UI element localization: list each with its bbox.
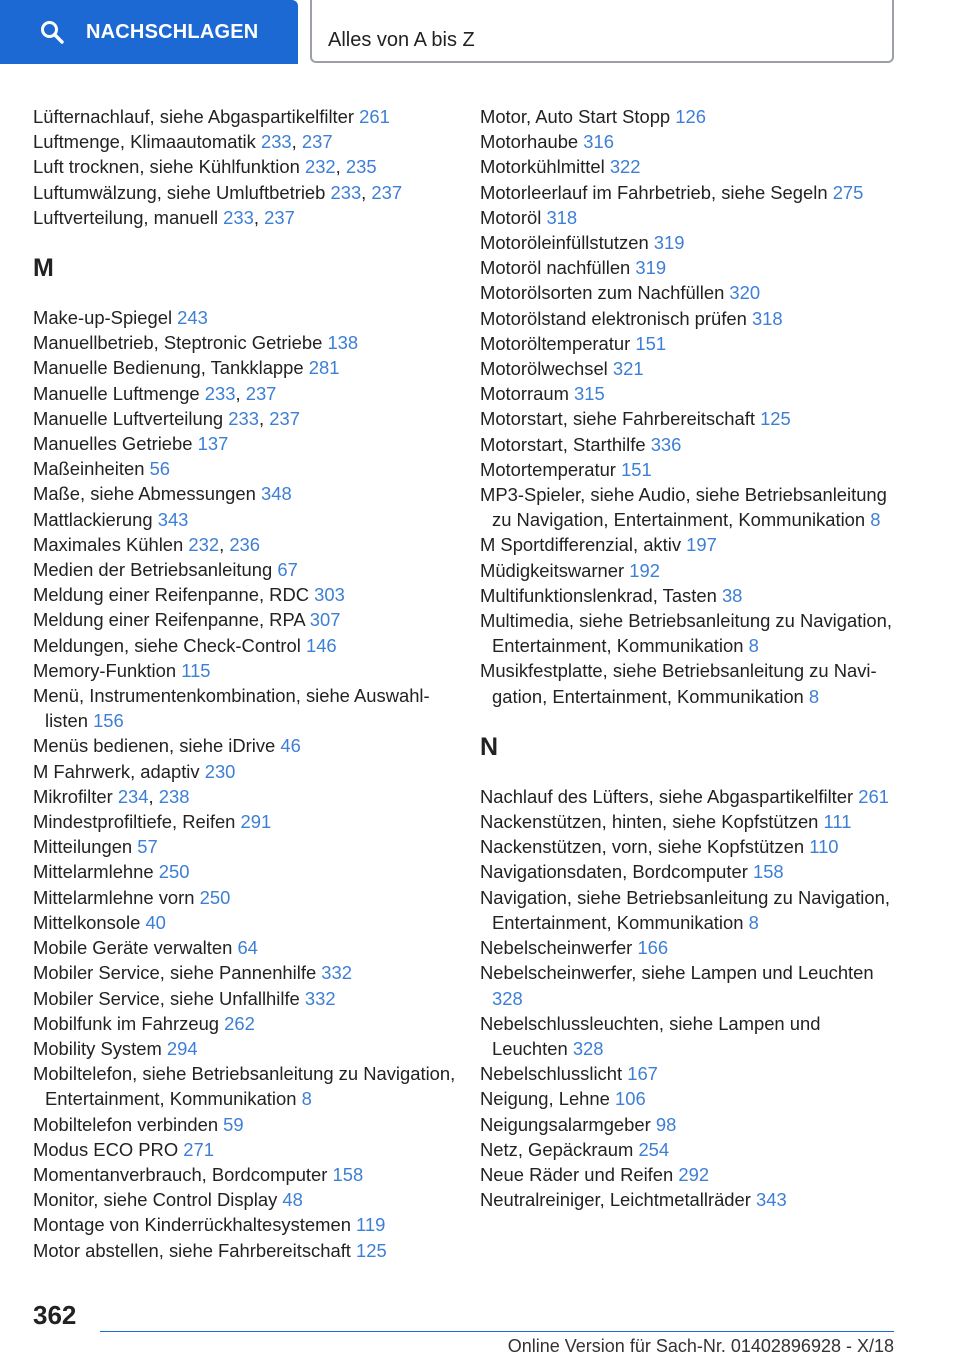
index-entry — [33, 1212, 465, 1237]
index-entry-text: Maßeinheiten — [33, 458, 145, 480]
index-entry-text: Mittelarmlehne vorn — [33, 886, 195, 908]
index-entry — [33, 582, 465, 607]
page-link[interactable]: 48 — [282, 1189, 303, 1211]
index-entry — [480, 1112, 900, 1137]
page-link[interactable]: 318 — [751, 307, 783, 329]
index-entry-text: Motoröl nachfüllen — [480, 257, 631, 279]
index-entry — [480, 809, 900, 834]
index-entry — [480, 960, 900, 1010]
page-separator: , — [235, 382, 241, 404]
index-entry — [480, 457, 900, 482]
index-entry — [480, 834, 900, 859]
index-entry-text: Nebelschlusslicht — [480, 1063, 623, 1085]
page-link[interactable]: 271 — [183, 1138, 214, 1160]
index-entry — [33, 104, 465, 129]
index-entry-text: Nachlauf des Lüfters, siehe Abgaspartikelfilter — [480, 785, 854, 807]
index-entry-text: Motorraum — [480, 383, 569, 405]
index-entry — [480, 1187, 900, 1212]
index-entry — [33, 406, 465, 431]
index-entry-text: Motorölstand elektronisch prüfen — [480, 307, 747, 329]
page-link[interactable]: 243 — [177, 307, 208, 329]
page-link[interactable]: 319 — [653, 232, 685, 254]
index-entry-text: Motorhaube — [480, 131, 579, 153]
page-link[interactable]: 261 — [359, 106, 390, 127]
index-entry — [33, 431, 465, 456]
index-entry — [33, 557, 465, 582]
index-entry-text: Maße, siehe Abmessungen — [33, 483, 256, 505]
page-link[interactable]: 233 — [260, 131, 292, 153]
page-link[interactable]: 197 — [686, 534, 717, 556]
index-entry-text: Modus ECO PRO — [33, 1138, 179, 1160]
page-link[interactable]: 307 — [309, 609, 341, 631]
page-link[interactable]: 111 — [823, 811, 852, 833]
page-link[interactable]: 125 — [760, 408, 791, 430]
index-entry-text: Monitor, siehe Control Display — [33, 1189, 278, 1211]
index-entry — [33, 885, 465, 910]
index-entry-text: Mobility System — [33, 1037, 162, 1059]
page-link[interactable]: 332 — [304, 987, 336, 1009]
index-entry — [480, 608, 900, 658]
index-entry-text: Mattlackierung — [33, 508, 153, 530]
index-entry — [480, 885, 900, 935]
index-entry — [480, 935, 900, 960]
index-entry-text: Mobiler Service, siehe Pannenhilfe — [33, 962, 317, 984]
index-entry — [480, 482, 900, 532]
page-link[interactable]: 98 — [655, 1113, 677, 1135]
index-entry — [33, 1162, 465, 1187]
page-link[interactable]: 237 — [371, 181, 403, 203]
page-link[interactable]: 319 — [635, 257, 667, 279]
index-entry — [480, 306, 900, 331]
index-entry-text: Medien der Betriebsanleitung — [33, 559, 273, 581]
index-entry — [33, 154, 465, 179]
page-link[interactable]: 8 — [301, 1088, 312, 1110]
index-entry — [33, 1061, 465, 1111]
index-entry — [33, 1238, 465, 1263]
index-entry-text: Mobiler Service, siehe Unfallhilfe — [33, 987, 300, 1009]
index-entry — [33, 456, 465, 481]
page-link[interactable]: 158 — [332, 1163, 364, 1185]
index-entry — [480, 129, 900, 154]
index-entry — [33, 986, 465, 1011]
index-entry-text: Motoröl — [480, 206, 542, 228]
page-link[interactable]: 46 — [280, 735, 301, 757]
page-link[interactable]: 328 — [492, 987, 523, 1009]
index-entry-text: Motorölsorten zum Nachfüllen — [480, 282, 725, 304]
page-link[interactable]: 8 — [870, 509, 881, 531]
page-link[interactable]: 119 — [356, 1214, 386, 1236]
page-link[interactable]: 318 — [546, 206, 578, 228]
page-link[interactable]: 275 — [832, 181, 864, 203]
index-entry — [33, 935, 465, 960]
page-link[interactable]: 151 — [621, 458, 652, 480]
page-link[interactable]: 250 — [158, 861, 190, 883]
index-column-left — [33, 104, 465, 1263]
footer-divider — [100, 1331, 894, 1332]
index-entry — [480, 583, 900, 608]
index-entry-text: Manuelle Luftverteilung — [33, 407, 224, 429]
index-entry — [480, 230, 900, 255]
page-link[interactable]: 250 — [199, 886, 231, 908]
index-entry-text: Multimedia, siehe Betriebsanleitung zu Navigation, Entertainment, Kommunikation — [480, 610, 892, 657]
index-letter-heading: M — [33, 254, 54, 283]
index-entry-text: Momentanverbrauch, Bordcomputer — [33, 1163, 328, 1185]
online-version-text: Online Version für Sach-Nr. 01402896928 - X/18 — [507, 1336, 894, 1356]
index-entry-text: Navigation, siehe Betriebsanleitung zu Navigation, Entertainment, Kommunikation — [480, 886, 890, 933]
page-link[interactable]: 8 — [748, 911, 759, 933]
page-link[interactable]: 343 — [756, 1189, 787, 1211]
index-entry-text: Montage von Kinderrückhaltesystemen — [33, 1214, 351, 1236]
page-link[interactable]: 146 — [305, 634, 337, 656]
index-entry-text: Neigungsalarmgeber — [480, 1113, 651, 1135]
nachschlagen-label: NACHSCHLAGEN — [86, 20, 259, 43]
index-entry-text: Meldung einer Reifenpanne, RPA — [33, 609, 305, 631]
page-link[interactable]: 151 — [635, 332, 667, 354]
index-entry-text: Manuellbetrieb, Steptronic Getriebe — [33, 332, 323, 354]
index-entry-text: Neutralreiniger, Leichtmetallräder — [480, 1189, 751, 1211]
page-separator: , — [148, 785, 154, 807]
index-entry-text: Motorstart, siehe Fahrbereitschaft — [480, 408, 755, 430]
index-entry-text: Luft trocknen, siehe Kühlfunktion — [33, 156, 300, 178]
index-entry — [480, 381, 900, 406]
page-link[interactable]: 57 — [137, 836, 158, 858]
index-entry-text: Mitteilungen — [33, 836, 133, 858]
index-entry-text: Menüs bedienen, siehe iDrive — [33, 735, 276, 757]
index-entry — [480, 532, 900, 557]
page-link[interactable]: 332 — [321, 962, 352, 984]
page-link[interactable]: 156 — [93, 710, 124, 732]
index-entry-text: Meldungen, siehe Check-Control — [33, 634, 301, 656]
index-entry — [33, 180, 465, 205]
index-entry-text: Mobiltelefon, siehe Betriebsanleitung zu Navigation, Entertainment, Kommunikation — [33, 1063, 456, 1110]
page-link[interactable]: 233 — [330, 181, 362, 203]
index-entry — [480, 1162, 900, 1187]
index-entry — [480, 1061, 900, 1086]
page-link[interactable]: 233 — [228, 407, 259, 429]
index-entry — [33, 205, 465, 230]
page-link[interactable]: 236 — [229, 533, 261, 555]
index-entry-text: Mobile Geräte verwalten — [33, 937, 233, 959]
nachschlagen-tab[interactable] — [0, 0, 298, 64]
index-entry-text: Nackenstützen, vorn, siehe Kopfstützen — [480, 836, 805, 858]
index-entry-text: Mittelarmlehne — [33, 861, 154, 883]
page-link[interactable]: 336 — [650, 433, 682, 455]
index-entry-text: Motoröleinfüllstutzen — [480, 232, 649, 254]
index-entry — [480, 255, 900, 280]
index-entry — [33, 507, 465, 532]
index-entry-text: Nackenstützen, hinten, siehe Kopfstützen — [480, 811, 819, 833]
page-link[interactable]: 192 — [629, 559, 660, 581]
index-entry-text: Neigung, Lehne — [480, 1088, 610, 1110]
index-entry — [480, 154, 900, 179]
page-link[interactable]: 233 — [223, 206, 254, 228]
index-entry — [33, 809, 465, 834]
index-entry-text: Meldung einer Reifenpanne, RDC — [33, 584, 310, 606]
index-entry-text: Musikfestplatte, siehe Betriebsanleitung zu Navigation, Entertainment, Kommunikation — [480, 660, 877, 707]
index-entry-text: Luftverteilung, manuell — [33, 206, 219, 228]
page-link[interactable]: 291 — [240, 811, 272, 833]
index-entry-text: Neue Räder und Reifen — [480, 1163, 674, 1185]
section-tab[interactable] — [310, 0, 894, 63]
page-link[interactable]: 167 — [627, 1063, 658, 1085]
page-link[interactable]: 320 — [729, 282, 761, 304]
index-entry — [480, 859, 900, 884]
index-entry-text: Motorleerlauf im Fahrbetrieb, siehe Segeln — [480, 181, 828, 203]
page-separator: , — [219, 533, 225, 555]
index-entry — [33, 733, 465, 758]
index-entry — [33, 607, 465, 632]
index-column-right — [480, 104, 900, 1212]
index-entry-text: M Sportdifferenzial, aktiv — [480, 534, 682, 556]
page-link[interactable]: 59 — [223, 1113, 244, 1135]
index-entry-text: MP3-Spieler, siehe Audio, siehe Betriebsanleitung zu Navigation, Entertainment, Kommunikation — [480, 484, 887, 531]
page-link[interactable]: 237 — [269, 407, 300, 429]
index-entry — [33, 305, 465, 330]
index-entry — [33, 910, 465, 935]
page-link[interactable]: 254 — [638, 1138, 670, 1160]
page-link[interactable]: 232 — [304, 156, 336, 178]
index-entry — [33, 381, 465, 406]
index-entry-text: Nebelscheinwerfer — [480, 937, 633, 959]
page-separator: , — [253, 206, 259, 228]
index-entry — [480, 784, 900, 809]
page-link[interactable]: 40 — [145, 911, 166, 933]
index-entry — [480, 1086, 900, 1111]
header — [0, 0, 960, 66]
index-entry — [33, 834, 465, 859]
page-link[interactable]: 110 — [809, 836, 839, 858]
index-entry-text: Motorölwechsel — [480, 358, 608, 380]
index-entry — [33, 330, 465, 355]
index-entry-text: Netz, Gepäckraum — [480, 1138, 634, 1160]
index-entry — [480, 104, 900, 129]
index-entry — [480, 280, 900, 305]
index-entry — [480, 432, 900, 457]
index-entry — [33, 759, 465, 784]
index-entry-text: Mittelkonsole — [33, 911, 141, 933]
index-entry — [33, 1036, 465, 1061]
index-entry — [480, 1137, 900, 1162]
index-entry — [480, 356, 900, 381]
page-link[interactable]: 230 — [204, 760, 236, 782]
index-entry — [480, 205, 900, 230]
index-entry-text: Motor, Auto Start Stopp — [480, 106, 671, 127]
page-link[interactable]: 294 — [166, 1037, 198, 1059]
index-entry-text: Luftumwälzung, siehe Umluftbetrieb — [33, 181, 326, 203]
index-entry-text: Mobiltelefon verbinden — [33, 1113, 219, 1135]
page-link[interactable]: 348 — [261, 483, 292, 505]
page-link[interactable]: 106 — [615, 1088, 646, 1110]
page-link[interactable]: 262 — [224, 1012, 255, 1034]
page-link[interactable]: 261 — [858, 785, 889, 807]
index-entry-text: Lüfternachlauf, siehe Abgaspartikelfilter — [33, 106, 355, 127]
index-entry-text: Menü, Instrumentenkombination, siehe Auswahllisten — [33, 685, 430, 732]
page-link[interactable]: 8 — [748, 635, 759, 657]
page-link[interactable]: 237 — [245, 382, 277, 404]
page-link[interactable]: 316 — [583, 131, 614, 153]
index-entry-text: Make-up-Spiegel — [33, 307, 173, 329]
page-link[interactable]: 343 — [157, 508, 189, 530]
index-entry-text: Manuelle Luftmenge — [33, 382, 200, 404]
page-link[interactable]: 232 — [188, 533, 220, 555]
index-entry — [33, 683, 465, 733]
index-entry-text: Mikrofilter — [33, 785, 113, 807]
page-link[interactable]: 166 — [637, 937, 669, 959]
page-link[interactable]: 237 — [301, 131, 333, 153]
page-link[interactable]: 238 — [158, 785, 190, 807]
index-entry — [33, 859, 465, 884]
page-link[interactable]: 126 — [675, 106, 706, 127]
index-entry — [33, 532, 465, 557]
page-link[interactable]: 315 — [574, 383, 605, 405]
page-link[interactable]: 8 — [808, 685, 820, 707]
index-entry-text: Manuelles Getriebe — [33, 433, 193, 455]
index-entry-text: Müdigkeitswarner — [480, 559, 625, 581]
page-link[interactable]: 281 — [308, 357, 340, 379]
page-link[interactable]: 234 — [117, 785, 149, 807]
page-link[interactable]: 235 — [345, 156, 377, 178]
index-entry — [480, 180, 900, 205]
index-entry — [480, 331, 900, 356]
index-entry — [33, 1187, 465, 1212]
index-entry — [33, 1112, 465, 1137]
index-entry-text: M Fahrwerk, adaptiv — [33, 760, 200, 782]
index-entry-text: Mindestprofiltiefe, Reifen — [33, 811, 236, 833]
page-link[interactable]: 138 — [327, 332, 359, 354]
index-entry — [33, 1011, 465, 1036]
page-link[interactable]: 322 — [609, 156, 641, 178]
index-entry — [33, 1137, 465, 1162]
index-entry-text: Motorstart, Starthilfe — [480, 433, 646, 455]
index-entry — [33, 658, 465, 683]
index-entry-text: Motortemperatur — [480, 458, 616, 480]
page-link[interactable]: 321 — [612, 358, 644, 380]
page-link[interactable]: 125 — [356, 1239, 387, 1261]
page-link[interactable]: 115 — [181, 659, 211, 681]
page-separator: , — [361, 181, 367, 203]
index-entry — [480, 406, 900, 431]
index-entry-text: Mobilfunk im Fahrzeug — [33, 1012, 220, 1034]
section-label: Alles von A bis Z — [328, 29, 475, 51]
page-separator: , — [258, 407, 265, 429]
index-entry — [480, 658, 900, 708]
index-entry — [33, 355, 465, 380]
page-number: 362 — [33, 1300, 77, 1330]
page-link[interactable]: 67 — [277, 559, 298, 581]
page-separator: , — [335, 156, 341, 178]
page-separator: , — [291, 131, 297, 153]
index-entry-text: Motorkühlmittel — [480, 156, 605, 178]
page-link[interactable]: 233 — [204, 382, 236, 404]
index-entry-text: Nebelscheinwerfer, siehe Lampen und Leuchten — [480, 962, 874, 984]
page-link[interactable]: 237 — [264, 206, 295, 228]
index-entry-text: Nebelschlussleuchten, siehe Lampen und Leuchten — [480, 1012, 821, 1059]
index-entry-text: Memory-Funktion — [33, 659, 177, 681]
index-entry-text: Navigationsdaten, Bordcomputer — [480, 861, 748, 883]
index-entry — [480, 1011, 900, 1061]
page-link[interactable]: 303 — [314, 584, 345, 606]
index-entry — [33, 960, 465, 985]
search-icon — [40, 19, 66, 45]
index-entry-text: Multifunktionslenkrad, Tasten — [480, 584, 717, 606]
index-entry-text: Motoröltemperatur — [480, 332, 631, 354]
page-link[interactable]: 64 — [237, 937, 258, 959]
page-link[interactable]: 328 — [572, 1037, 604, 1059]
index-entry — [33, 784, 465, 809]
page-link[interactable]: 137 — [197, 433, 229, 455]
index-letter-heading: N — [480, 732, 499, 761]
index-entry — [33, 633, 465, 658]
index-entry-text: Manuelle Bedienung, Tankklappe — [33, 357, 304, 379]
index-entry — [33, 129, 465, 154]
index-entry-text: Maximales Kühlen — [33, 533, 184, 555]
page-link[interactable]: 292 — [678, 1163, 710, 1185]
index-entry — [480, 558, 900, 583]
index-entry — [33, 481, 465, 506]
index-entry-text: Luftmenge, Klimaautomatik — [33, 131, 256, 153]
page-link[interactable]: 56 — [149, 458, 171, 480]
page-link[interactable]: 158 — [752, 861, 784, 883]
page-link[interactable]: 38 — [721, 584, 743, 606]
index-entry-text: Motor abstellen, siehe Fahrbereitschaft — [33, 1239, 351, 1261]
